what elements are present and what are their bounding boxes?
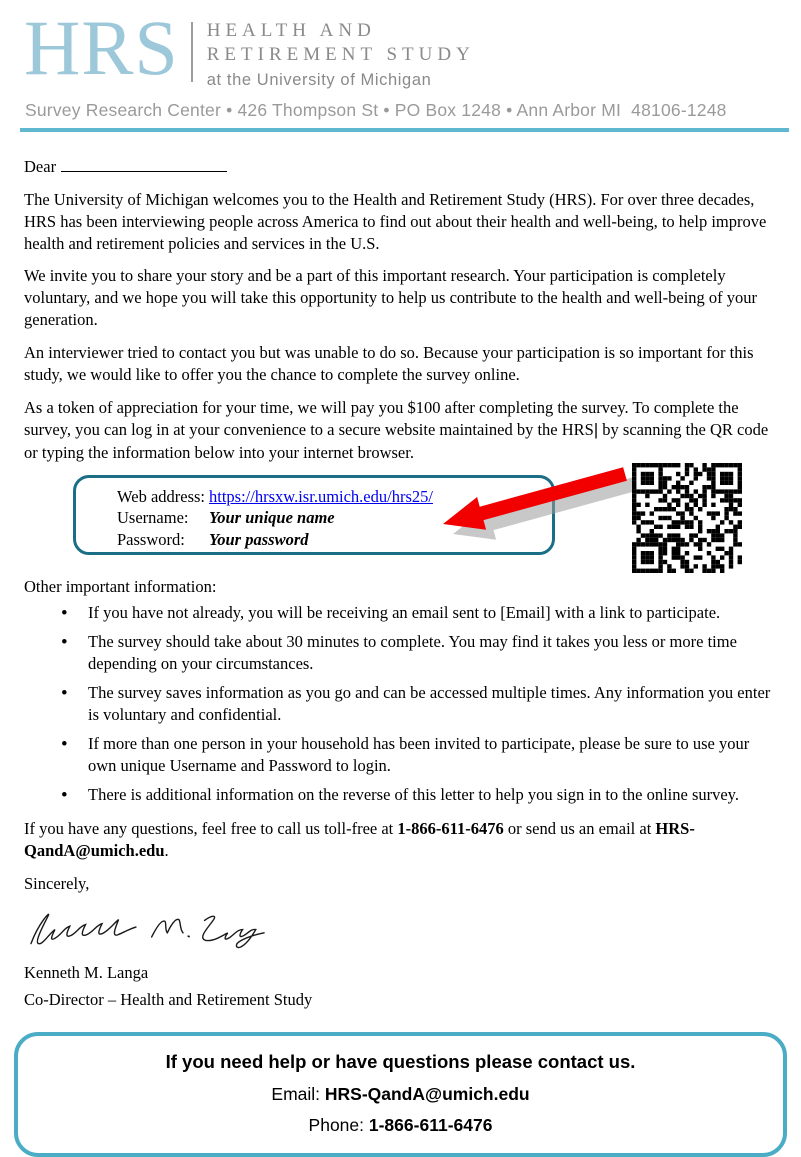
signer-title: Co-Director – Health and Retirement Study — [24, 990, 313, 1010]
address-line: Survey Research Center • 426 Thompson St • PO Box 1248 • Ann Arbor MI 48106-1248 — [25, 99, 727, 120]
qr-code — [632, 463, 742, 573]
signature-image — [26, 906, 274, 958]
org-name-line3: at the University of Michigan — [206, 70, 432, 89]
list-item: • The survey should take about 30 minutes to complete. You may find it takes you less or more time depending on your circumstances. — [88, 631, 777, 675]
salutation-word: Dear — [24, 156, 57, 176]
username-label: Username: — [117, 508, 189, 528]
org-name-line2: RETIREMENT STUDY — [206, 44, 475, 66]
contact-email: HRS-QandA@umich.edu — [24, 819, 695, 861]
paragraph-welcome: The University of Michigan welcomes you to the Health and Retirement Study (HRS). For over three decades, HRS has been interviewing people across America to find out about their health and well-being, to help improve health and retirement policies and services in the U.S. — [24, 189, 767, 253]
help-email-value: HRS-QandA@umich.edu — [324, 1083, 530, 1104]
paragraph-invite: We invite you to share your story and be a part of this important research. Your participation is completely voluntary, and we hope you will take this opportunity to help us contribute to the health and well-being of your generation. — [24, 266, 758, 330]
help-headline: If you need help or have questions please contact us. — [165, 1050, 636, 1072]
signer-name: Kenneth M. Langa — [24, 963, 149, 983]
list-item: • There is additional information on the reverse of this letter to help you sign in to the online survey. — [88, 784, 777, 806]
paragraph-token-text1: As a token of appreciation for your time, we will pay you $100 after completing the survey. To complete the survey, you can log in at your convenience to a secure website maintained by the HRS — [24, 398, 739, 440]
help-contact-box — [14, 1032, 787, 1157]
username-value: Your unique name — [209, 508, 335, 528]
org-name-block — [207, 12, 475, 90]
paragraph-interviewer: An interviewer tried to contact you but was unable to do so. Because your participation is so important for this study, we would like to offer you the chance to complete the survey online. — [24, 343, 754, 385]
toll-free-phone: 1-866-611-6476 — [397, 819, 504, 839]
help-email-line — [28, 1084, 773, 1105]
questions-paragraph — [24, 818, 777, 862]
list-item: • The survey saves information as you go and can be accessed multiple times. Any information you enter is voluntary and confidential. — [88, 682, 777, 726]
questions-text2: or send us an email at — [503, 819, 656, 839]
paragraph-token — [24, 397, 777, 464]
help-phone-line — [28, 1115, 773, 1136]
password-label: Password: — [117, 529, 185, 549]
salutation-blank — [61, 157, 227, 172]
questions-text3: . — [164, 841, 169, 861]
logo-divider — [191, 22, 193, 82]
letterhead — [0, 0, 801, 132]
list-item: • If you have not already, you will be receiving an email sent to [Email] with a link to participate. — [88, 602, 777, 624]
other-info-heading: Other important information: — [24, 576, 217, 596]
list-item: • If more than one person in your household has been invited to participate, please be sure to use your own unique Username and Password to login. — [88, 733, 777, 777]
text-cursor-artifact: | — [593, 421, 599, 440]
org-name-line1: HEALTH AND — [206, 20, 376, 41]
questions-text1: If you have any questions, feel free to call us toll-free at — [24, 819, 398, 839]
help-phone-label: Phone: — [308, 1114, 369, 1135]
web-address-label: Web address: — [117, 486, 206, 506]
letter-body — [0, 157, 801, 1012]
credentials-region — [24, 475, 777, 567]
header-rule — [20, 128, 789, 132]
paragraph-token-text2: by scanning the QR code or typing the information below into your internet browser. — [24, 420, 769, 462]
salutation — [24, 157, 777, 177]
red-arrow-icon — [424, 461, 664, 556]
help-phone-value: 1-866-611-6476 — [368, 1114, 493, 1135]
survey-url-link[interactable]: https://hrsxw.isr.umich.edu/hrs25/ — [209, 486, 433, 506]
password-value: Your password — [209, 529, 309, 549]
closing-sincerely: Sincerely, — [24, 874, 90, 894]
other-info-list — [24, 602, 777, 806]
help-email-label: Email: — [271, 1083, 325, 1104]
hrs-logo: HRS — [24, 4, 179, 91]
logo-row — [24, 4, 793, 91]
